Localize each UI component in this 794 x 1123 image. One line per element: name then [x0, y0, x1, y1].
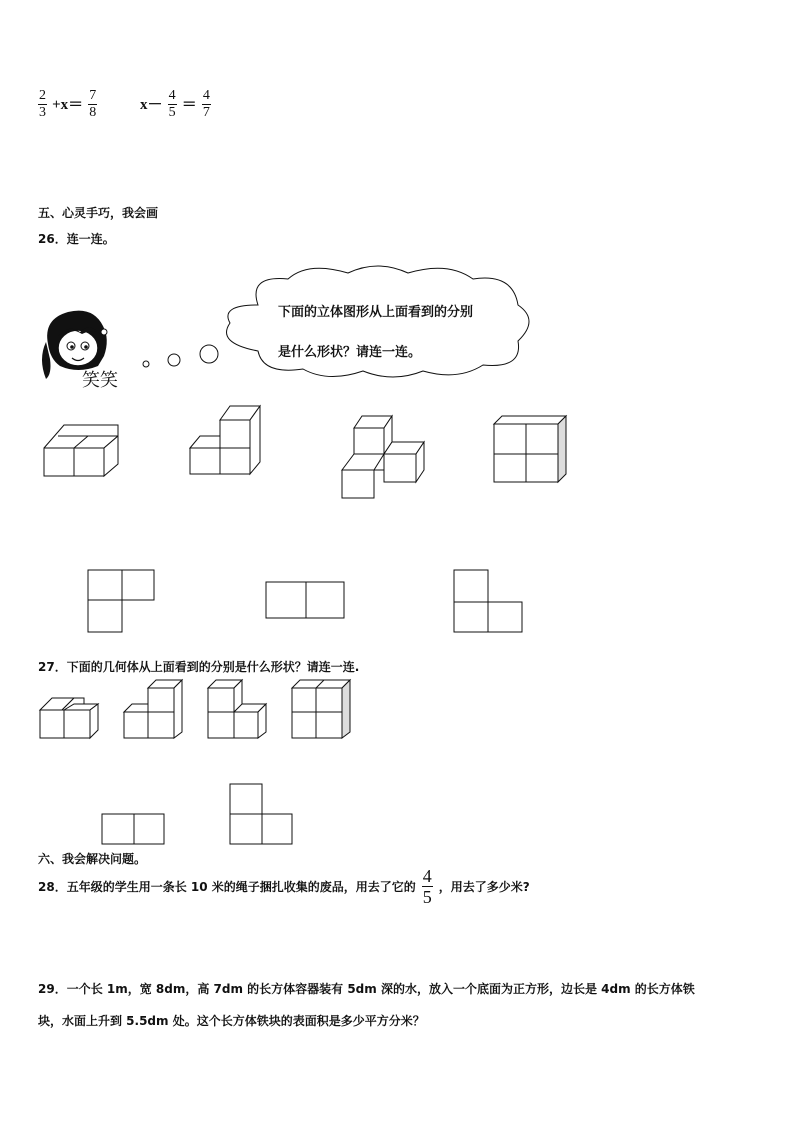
q28-text-before: 28．五年级的学生用一条长 10 米的绳子捆扎收集的废品，用去了它的: [38, 880, 416, 894]
character-name: 笑笑: [82, 370, 118, 391]
speech-line-2: 是什么形状？请连一连。: [278, 345, 422, 360]
top-view-a: [88, 570, 158, 634]
q26-label: 26．连一连。: [38, 232, 115, 246]
top-view-d: [100, 812, 168, 846]
speech-cloud: [218, 265, 538, 380]
section-5-title: 五、心灵手巧，我会画: [38, 206, 159, 220]
solid-figure-2: [188, 404, 268, 476]
solid-figure-7: [206, 676, 270, 742]
fraction: $\frac{4}{5}$: [168, 88, 176, 120]
top-view-e: [228, 782, 296, 846]
equation-operator: ＝: [181, 97, 197, 113]
fraction: $\frac{4}{7}$: [202, 88, 210, 120]
q27-label: 27．下面的几何体从上面看到的分别是什么形状？请连一连.: [38, 660, 360, 674]
q28-text-after: ，用去了多少米?: [438, 880, 530, 894]
q28: [38, 866, 530, 907]
top-view-b: [266, 582, 348, 620]
solid-figure-5: [38, 694, 102, 742]
equation-1: [38, 88, 97, 121]
solid-figure-6: [122, 676, 186, 742]
equation-operator: +x＝: [52, 97, 84, 113]
q29-line-2: 块，水面上升到 5.5dm 处。这个长方体铁块的表面积是多少平方分米？: [38, 1014, 425, 1028]
q28-fraction: $\frac{4}{5}$: [422, 866, 432, 907]
solid-figure-4: [492, 414, 572, 486]
section-6-title: 六、我会解决问题。: [38, 852, 147, 866]
solid-figure-3: [340, 414, 430, 500]
q29-line-1: 29．一个长 1m，宽 8dm，高 7dm 的长方体容器装有 5dm 深的水，放入一个底面为正方形，边长是 4dm 的长方体铁: [38, 982, 695, 996]
speech-line-1: 下面的立体图形从上面看到的分别: [278, 305, 474, 320]
solid-figure-8: [290, 676, 354, 742]
equation-prefix: x－: [140, 97, 163, 113]
fraction: $\frac{2}{3}$: [39, 88, 46, 120]
solid-figure-1: [44, 424, 124, 480]
thought-bubble-dots: [140, 340, 220, 370]
fraction: $\frac{7}{8}$: [89, 88, 97, 120]
equation-2: [140, 88, 211, 121]
top-view-c: [454, 570, 526, 634]
